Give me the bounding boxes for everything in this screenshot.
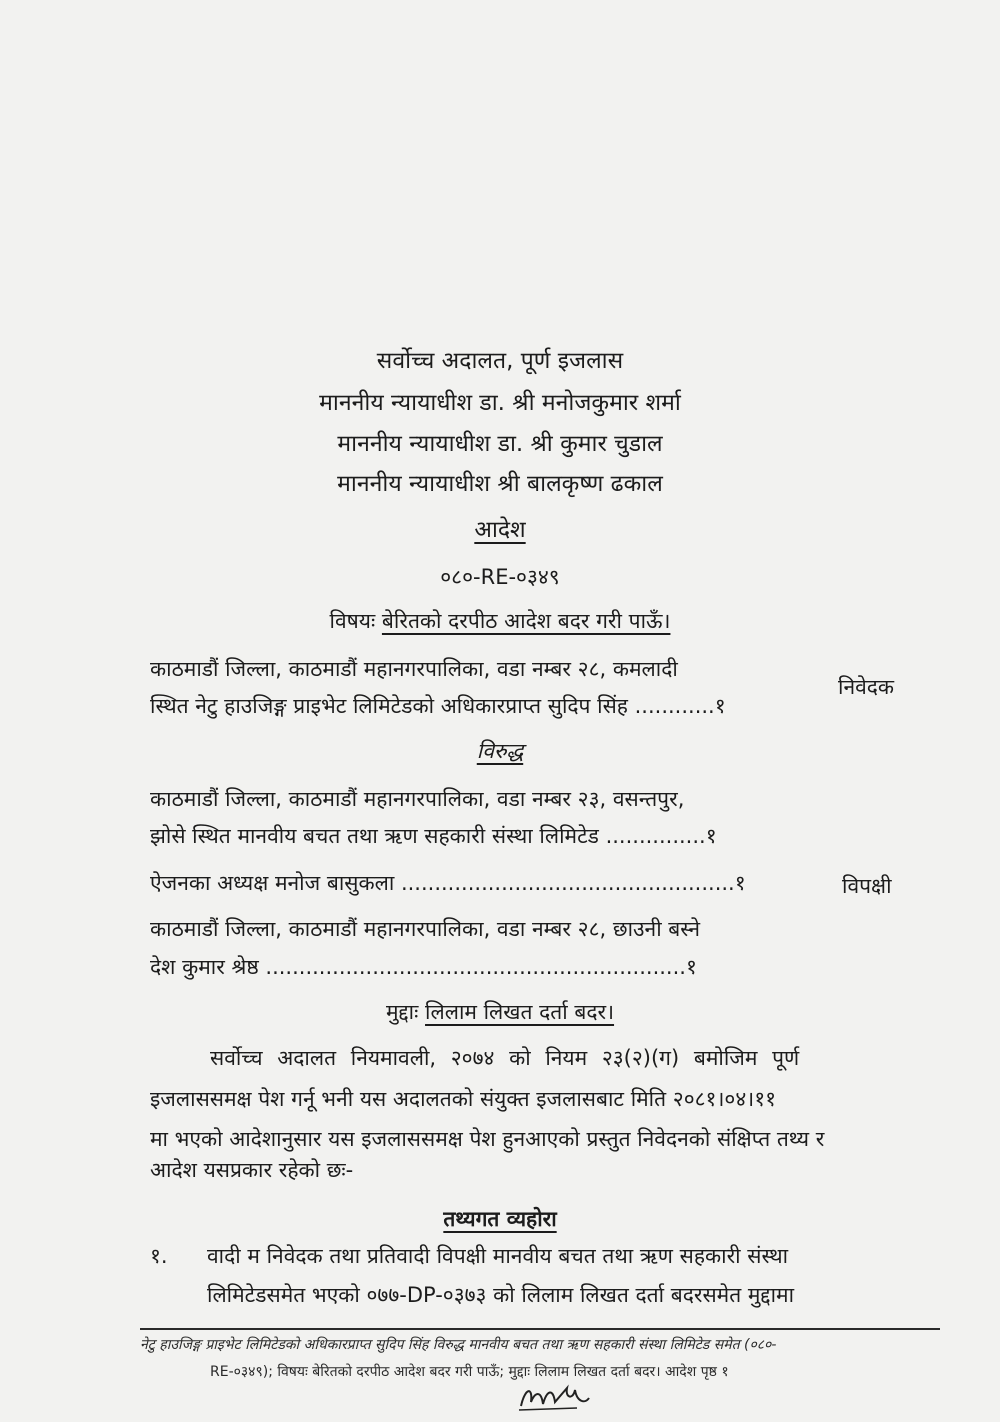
intro-line-1: सर्वोच्च अदालत नियमावली, २०७४ को नियम २३(२)(ग) बमोजिम पूर्ण (210, 1046, 800, 1070)
respondent-1-line-2: झोसे स्थित मानवीय बचत तथा ऋण सहकारी संस्था लिमिटेड ...............१ (150, 824, 717, 848)
footer-rule (140, 1328, 940, 1330)
versus-text: विरुद्ध (476, 739, 524, 763)
respondent-3-line-2: देश कुमार श्रेष्ठ ...............................................................१ (150, 955, 697, 979)
facts-number: १. (150, 1244, 168, 1268)
facts-line-1: वादी म निवेदक तथा प्रतिवादी विपक्षी मानवीय बचत तथा ऋण सहकारी संस्था (207, 1244, 789, 1268)
respondent-3-line-1: काठमाडौं जिल्ला, काठमाडौं महानगरपालिका, वडा नम्बर २८, छाउनी बस्ने (150, 917, 700, 941)
versus-label (0, 737, 1000, 765)
petitioner-line-2: स्थित नेटु हाउजिङ्ग प्राइभेट लिमिटेडको अधिकारप्राप्त सुदिप सिंह ............१ (150, 694, 726, 718)
facts-heading-text: तथ्यगत व्यहोरा (443, 1207, 557, 1231)
intro-line-4: आदेश यसप्रकार रहेको छः- (150, 1158, 354, 1182)
footer-line-2: RE-०३४९); विषयः बेरितको दरपीठ आदेश बदर गरी पाऊँ; मुद्दाः लिलाम लिखत दर्ता बदर। आदेश पृष्ठ १ (210, 1364, 729, 1380)
subject-text: बेरितको दरपीठ आदेश बदर गरी पाऊँ। (381, 609, 671, 633)
order-title (0, 512, 1000, 544)
respondent-role: विपक्षी (842, 874, 892, 898)
judge-1: माननीय न्यायाधीश डा. श्री मनोजकुमार शर्मा (319, 390, 681, 416)
respondent-1-line-1: काठमाडौं जिल्ला, काठमाडौं महानगरपालिका, वडा नम्बर २३, वसन्तपुर, (150, 787, 685, 811)
order-title-text: आदेश (474, 517, 526, 543)
intro-line-3: मा भएको आदेशानुसार यस इजलाससमक्ष पेश हुनआएको प्रस्तुत निवेदनको संक्षिप्त तथ्य र (150, 1127, 825, 1151)
case-matter (0, 998, 1000, 1026)
case-number: ०८०-RE-०३४९ (440, 565, 560, 589)
judge-3: माननीय न्यायाधीश श्री बालकृष्ण ढकाल (337, 471, 663, 497)
subject-line (0, 607, 1000, 635)
subject-prefix: विषयः (329, 609, 376, 633)
court-name: सर्वोच्च अदालत, पूर्ण इजलास (376, 348, 624, 374)
judge-2: माननीय न्यायाधीश डा. श्री कुमार चुडाल (337, 431, 663, 457)
signature-mark (515, 1378, 595, 1414)
petitioner-line-1: काठमाडौं जिल्ला, काठमाडौं महानगरपालिका, वडा नम्बर २८, कमलादी (150, 657, 678, 681)
intro-line-2: इजलाससमक्ष पेश गर्नू भनी यस अदालतको संयुक्त इजलासबाट मिति २०८१।०४।११ (150, 1087, 777, 1111)
petitioner-role: निवेदक (838, 675, 895, 699)
facts-line-2: लिमिटेडसमेत भएको ०७७-DP-०३७३ को लिलाम लिखत दर्ता बदरसमेत मुद्दामा (207, 1283, 795, 1307)
facts-heading (0, 1205, 1000, 1233)
footer-line-1: नेटु हाउजिङ्ग प्राइभेट लिमिटेडको अधिकारप्राप्त सुदिप सिंह विरुद्ध मानवीय बचत तथा ऋण सहकारी संस्था लिमिटेड समेत (०८०- (140, 1337, 777, 1353)
respondent-2: ऐजनका अध्यक्ष मनोज बासुकला ..................................................१ (150, 871, 746, 895)
case-matter-title: लिलाम लिखत दर्ता बदर। (425, 1000, 615, 1024)
case-matter-prefix: मुद्दाः (385, 1000, 419, 1024)
